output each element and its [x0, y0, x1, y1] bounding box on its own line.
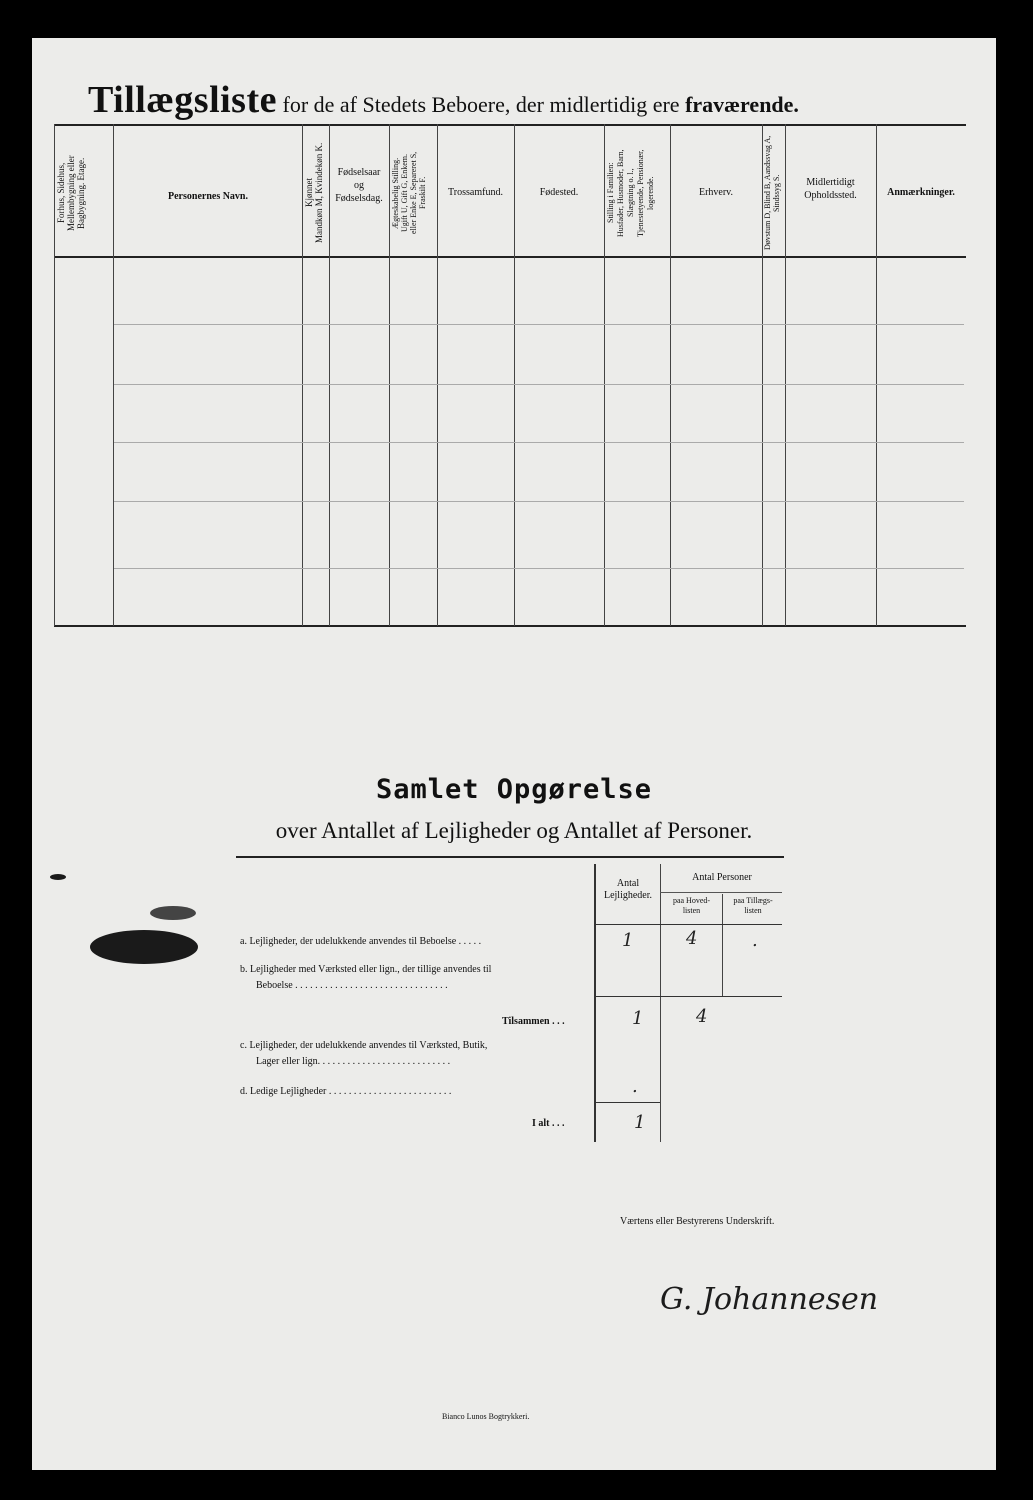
page-title	[88, 78, 799, 122]
header-occupation: Erhverv.	[698, 187, 734, 198]
row-rule	[114, 384, 964, 385]
summary-top-rule	[236, 856, 784, 858]
row-rule	[114, 324, 964, 325]
value-total-apartments: 1	[632, 1008, 644, 1029]
header-bottom-rule	[54, 256, 966, 258]
col-line	[389, 124, 390, 626]
value-a-apartments: 1	[622, 930, 634, 951]
ink-smudge	[50, 874, 66, 880]
table-top-rule	[54, 124, 966, 126]
table-bottom-rule	[54, 625, 966, 627]
header-temp-residence: Midlertidigt Opholdssted.	[804, 177, 857, 201]
header-birth: Fødselsaar og Fødselsdag.	[335, 167, 383, 204]
summary-rule	[594, 996, 782, 997]
summary-row-a: a. Lejligheder, der udelukkende anvendes til Beboelse . . . . .	[240, 936, 482, 947]
summary-row-grand-total: I alt . . .	[532, 1118, 565, 1129]
summary-rule	[660, 892, 782, 893]
col-line	[876, 124, 877, 626]
summary-col-line	[594, 864, 596, 1142]
census-form-page	[32, 38, 996, 1470]
ink-smudge	[150, 906, 196, 920]
col-line	[514, 124, 515, 626]
summary-title: Samlet Opgørelse	[375, 774, 653, 805]
row-rule	[114, 501, 964, 502]
header-building: Forhus, Sidehus, Mellembygning eller Bagbygning. Etage.	[56, 155, 86, 231]
summary-header-supp-list: paa Tillægs- listen	[733, 896, 773, 915]
summary-header-persons: Antal Personer	[692, 872, 752, 883]
col-line	[437, 124, 438, 626]
col-line	[113, 124, 114, 626]
title-emphasis: fraværende.	[685, 92, 799, 117]
summary-row-total: Tilsammen . . .	[502, 1016, 565, 1027]
value-total-main-list: 4	[696, 1006, 708, 1027]
summary-header-apartments: Antal Lejligheder.	[603, 878, 653, 901]
summary-rule	[594, 924, 782, 925]
header-names: Personernes Navn.	[168, 191, 248, 202]
signature-caption: Værtens eller Bestyrerens Underskrift.	[620, 1216, 775, 1227]
header-sex: Kjønnet Mandkøn M, Kvindekøn K.	[304, 142, 324, 244]
header-disability: Døvstum D, Blind B, Aandssvag A, Sindssyg S.	[763, 135, 781, 251]
value-a-supp-list: .	[752, 930, 758, 951]
header-marital: Ægteskabelig Stilling. Ugift U, Gift G, Enkem. eller Enke E, Separeret S, Fraskilt F.	[391, 151, 427, 235]
ink-smudge	[90, 930, 198, 964]
summary-subtitle: over Antallet af Lejligheder og Antallet af Personer.	[275, 818, 753, 843]
col-line	[670, 124, 671, 626]
summary-header-main-list: paa Hoved- listen	[672, 896, 711, 915]
col-line	[54, 124, 55, 626]
title-main: Tillægsliste	[88, 79, 277, 121]
header-remarks: Anmærkninger.	[887, 187, 955, 198]
title-rest: for de af Stedets Beboere, der midlertidig ere	[282, 92, 680, 117]
printer-credit: Bianco Lunos Bogtrykkeri.	[442, 1412, 530, 1421]
signature: G. Johannesen	[660, 1282, 879, 1317]
header-birthplace: Fødested.	[539, 187, 579, 198]
row-rule	[114, 442, 964, 443]
summary-row-d: d. Ledige Lejligheder . . . . . . . . . . . . . . . . . . . . . . . . .	[240, 1086, 452, 1097]
col-line	[302, 124, 303, 626]
value-grand-total-apartments: 1	[634, 1112, 646, 1133]
summary-rule	[594, 1102, 660, 1103]
summary-row-b-line1: b. Lejligheder med Værksted eller lign., der tillige anvendes til	[240, 964, 492, 975]
col-line	[604, 124, 605, 626]
header-religion: Trossamfund.	[448, 187, 503, 198]
summary-row-b-line2: Beboelse . . . . . . . . . . . . . . . . . . . . . . . . . . . . . . .	[256, 980, 448, 991]
value-a-main-list: 4	[686, 928, 698, 949]
summary-row-c-line2: Lager eller lign. . . . . . . . . . . . . . . . . . . . . . . . . . .	[256, 1056, 451, 1067]
row-rule	[114, 568, 964, 569]
header-family-position: Stilling i Familien: Husfader, Husmoder, Barn, Slægtning o. l., Tjenestetyende, Pensionær, logerende.	[606, 149, 655, 237]
summary-row-c-line1: c. Lejligheder, der udelukkende anvendes til Værksted, Butik,	[240, 1040, 488, 1051]
value-d-apartments: .	[632, 1076, 638, 1097]
